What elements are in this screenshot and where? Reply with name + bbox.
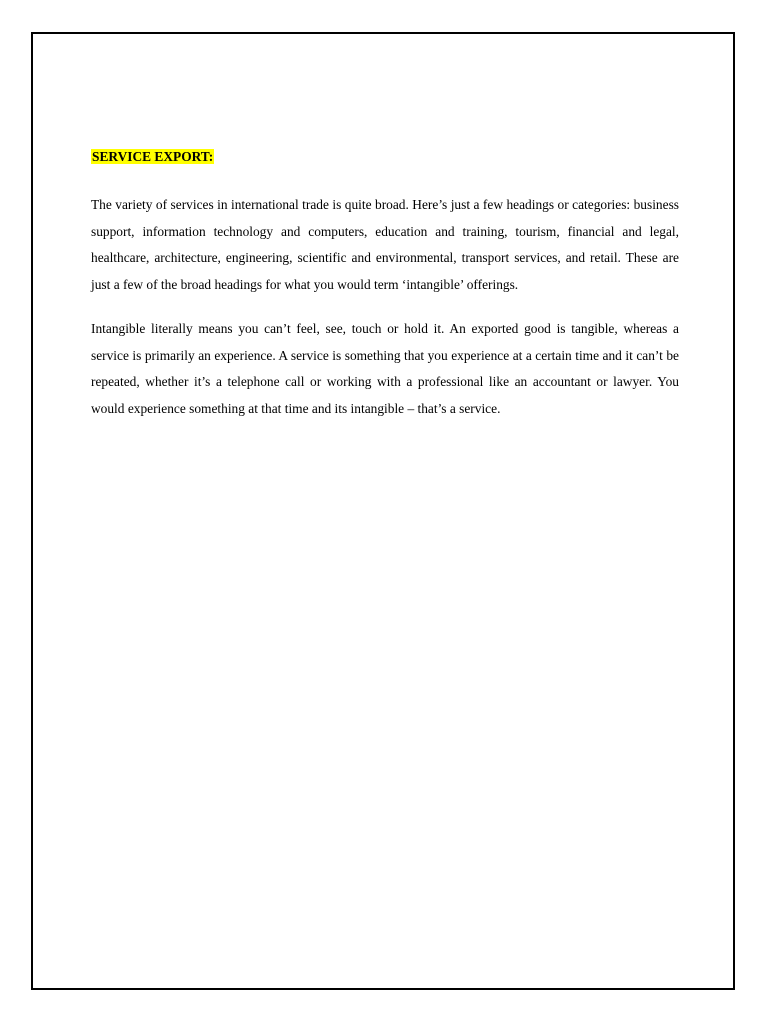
document-page [31,32,735,990]
paragraph-2: Intangible literally means you can’t feel, see, touch or hold it. An exported good is tangible, whereas a service is primarily an experience. A service is something that you experience at a certain time and it can’t be repeated, whether it’s a telephone call or working with a professional like an accountant or lawyer. You would experience something at that time and its intangible – that’s a service. [91,321,679,416]
section-heading [91,147,679,167]
paragraph-1: The variety of services in international trade is quite broad. Here’s just a few headings or categories: business support, information technology and computers, education and training, tourism, financial and legal, healthcare, architecture, engineering, scientific and environmental, transport services, and retail. These are just a few of the broad headings for what you would term ‘intangible’ offerings. [91,197,679,292]
document-body [91,147,679,440]
section-heading-text: SERVICE EXPORT: [92,149,214,164]
